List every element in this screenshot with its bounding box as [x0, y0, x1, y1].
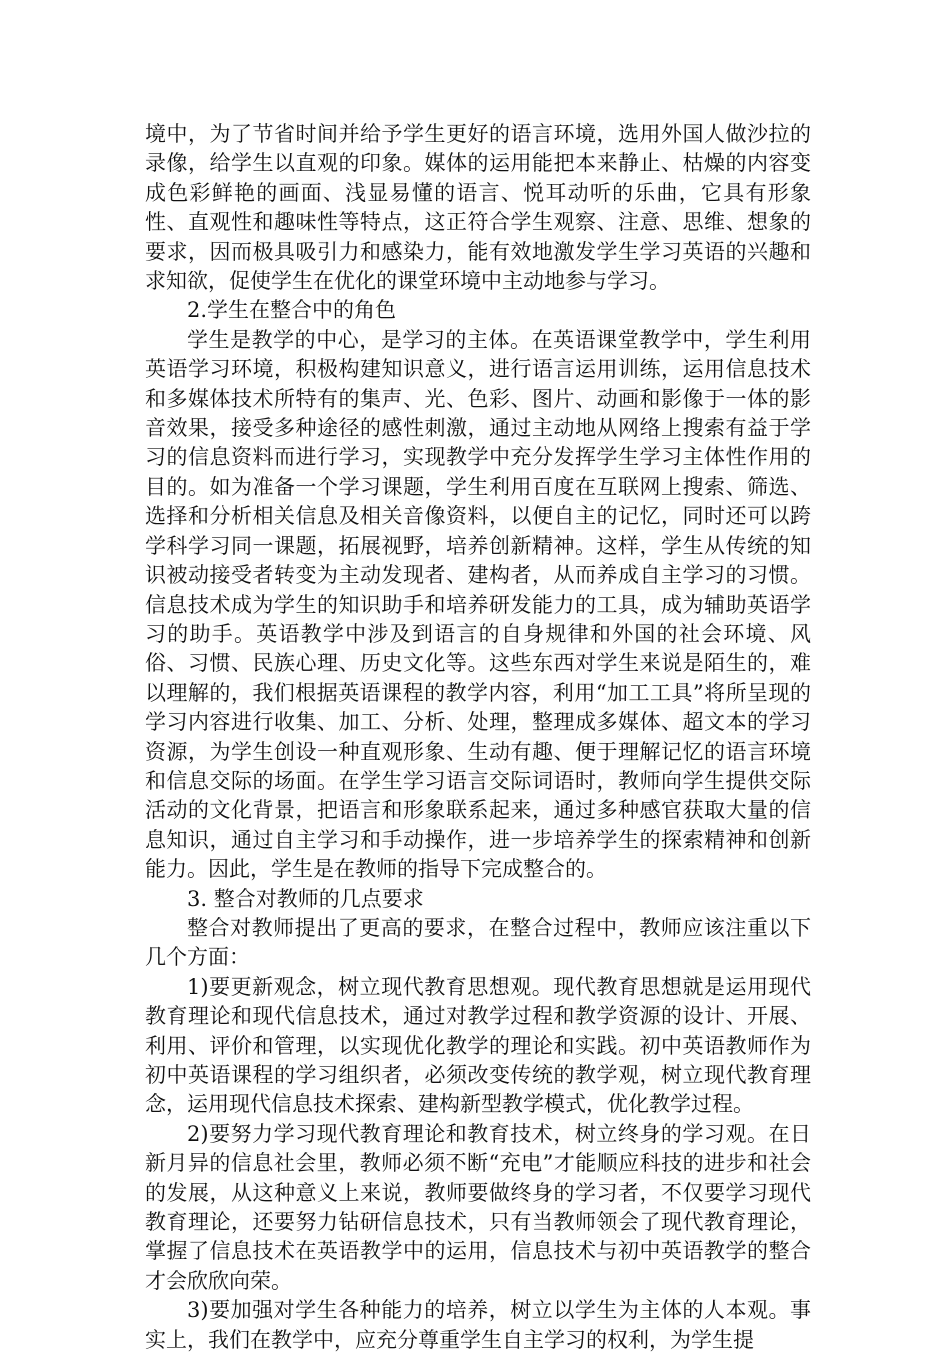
- paragraph-teacher-intro: 整合对教师提出了更高的要求，在整合过程中，教师应该注重以下几个方面：: [145, 915, 811, 970]
- list-item-3: 3)要加强对学生各种能力的培养，树立以学生为主体的人本观。事实上，我们在教学中，应充分尊重学生自主学习的权利，为学生提: [145, 1298, 811, 1352]
- section-heading-teacher-requirements: 3. 整合对教师的几点要求: [187, 886, 424, 911]
- document-page: [145, 120, 811, 1355]
- list-item-1: 1)要更新观念，树立现代教育思想观。现代教育思想就是运用现代教育理论和现代信息技术，通过对教学过程和教学资源的设计、开展、利用、评价和管理，以实现优化教学的理论和实践。初中英语教师作为初中英语课程的学习组织者，必须改变传统的教学观，树立现代教育理念，运用现代信息技术探索、建构新型教学模式，优化教学过程。: [145, 974, 811, 1117]
- list-item-2: 2)要努力学习现代教育理论和教育技术，树立终身的学习观。在日新月异的信息社会里，教师必须不断“充电”才能顺应科技的进步和社会的发展，从这种意义上来说，教师要做终身的学习者，不仅要学习现代教育理论，还要努力钻研信息技术，只有当教师领会了现代教育理论，掌握了信息技术在英语教学中的运用，信息技术与初中英语教学的整合才会欣欣向荣。: [145, 1121, 811, 1293]
- paragraph-continued: 境中，为了节省时间并给予学生更好的语言环境，选用外国人做沙拉的录像，给学生以直观的印象。媒体的运用能把本来静止、枯燥的内容变成色彩鲜艳的画面、浅显易懂的语言、悦耳动听的乐曲，它具有形象性、直观性和趣味性等特点，这正符合学生观察、注意、思维、想象的要求，因而极具吸引力和感染力，能有效地激发学生学习英语的兴趣和求知欲，促使学生在优化的课堂环境中主动地参与学习。: [145, 122, 811, 294]
- paragraph-student-role: 学生是教学的中心，是学习的主体。在英语课堂教学中，学生利用英语学习环境，积极构建知识意义，进行语言运用训练，运用信息技术和多媒体技术所特有的集声、光、色彩、图片、动画和影像于一体的影音效果，接受多种途径的感性刺激，通过主动地从网络上搜索有益于学习的信息资料而进行学习，实现教学中充分发挥学生学习主体性作用的目的。如为准备一个学习课题，学生利用百度在互联网上搜索、筛选、选择和分析相关信息及相关音像资料，以便自主的记忆，同时还可以跨学科学习同一课题，拓展视野，培养创新精神。这样，学生从传统的知识被动接受者转变为主动发现者、建构者，从而养成自主学习的习惯。信息技术成为学生的知识助手和培养研发能力的工具，成为辅助英语学习的助手。英语教学中涉及到语言的自身规律和外国的社会环境、风俗、习惯、民族心理、历史文化等。这些东西对学生来说是陌生的，难以理解的，我们根据英语课程的教学内容，利用“加工工具”将所呈现的学习内容进行收集、加工、分析、处理，整理成多媒体、超文本的学习资源，为学生创设一种直观形象、生动有趣、便于理解记忆的语言环境和信息交际的场面。在学生学习语言交际词语时，教师向学生提供交际活动的文化背景，把语言和形象联系起来，通过多种感官获取大量的信息知识，通过自主学习和手动操作，进一步培养学生的探索精神和创新能力。因此，学生是在教师的指导下完成整合的。: [145, 327, 811, 882]
- section-heading-student-role: 2.学生在整合中的角色: [187, 298, 397, 323]
